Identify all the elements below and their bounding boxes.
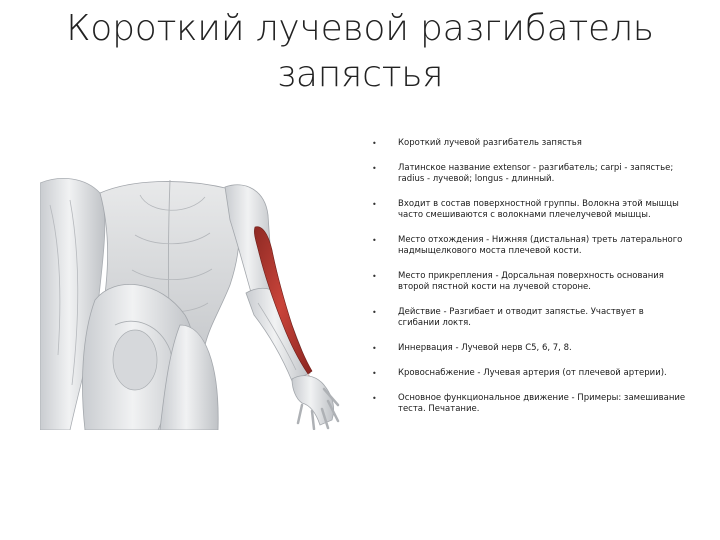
bullet-item [368,343,688,354]
bullet-item [368,368,688,379]
slide-title: Короткий лучевой разгибатель запястья [66,8,654,95]
bullet-text: Короткий лучевой разгибатель запястья [398,138,582,148]
bullet-dot-icon: • [372,394,377,403]
bullet-item [368,271,688,293]
bullet-dot-icon: • [372,139,377,148]
bullet-text: Место отхождения - Нижняя (дистальная) треть латерального надмыщелкового моста плечевой кости. [398,235,683,256]
bullet-text: Основное функциональное движение - Примеры: замешивание теста. Печатание. [398,393,686,414]
bullet-dot-icon: • [372,236,377,245]
bullet-dot-icon: • [372,344,377,353]
bullet-dot-icon: • [372,200,377,209]
bullet-item [368,393,688,415]
bullet-text: Латинское название extensor - разгибатель; carpi - запястье; radius - лучевой; longus - длинный. [398,163,674,184]
bullet-item [368,199,688,221]
bullet-text: Кровоснабжение - Лучевая артерия (от плечевой артерии). [398,368,667,378]
bullet-list [368,138,688,415]
bullet-text: Иннервация - Лучевой нерв C5, 6, 7, 8. [398,343,572,353]
bullet-item [368,163,688,185]
bullet-dot-icon: • [372,272,377,281]
bullet-dot-icon: • [372,369,377,378]
bullet-item [368,138,688,149]
bullet-dot-icon: • [372,308,377,317]
bullet-item [368,307,688,329]
bullet-dot-icon: • [372,164,377,173]
bullet-text: Действие - Разгибает и отводит запястье. Участвует в сгибании локтя. [398,307,644,328]
bullet-text: Входит в состав поверхностной группы. Волокна этой мышцы часто смешиваются с волокнами плечелучевой мышцы. [398,199,679,220]
bullet-item [368,235,688,257]
bullet-text: Место прикрепления - Дорсальная поверхность основания второй пястной кости на лучевой стороне. [398,271,664,292]
anatomy-illustration-svg [40,175,340,430]
anatomy-illustration [40,175,340,430]
